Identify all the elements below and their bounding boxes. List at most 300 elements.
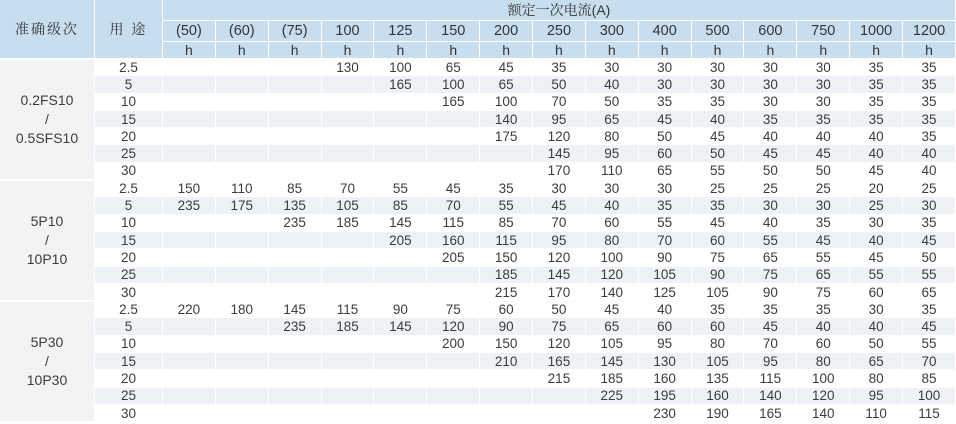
header-title-row xyxy=(0,0,956,21)
value-cell: 105 xyxy=(586,336,639,353)
value-cell xyxy=(480,388,533,405)
value-cell: 45 xyxy=(692,215,745,232)
value-cell xyxy=(322,128,375,145)
value-cell: 65 xyxy=(850,353,903,370)
value-cell: 60 xyxy=(586,215,639,232)
value-cell: 75 xyxy=(427,301,480,318)
value-cell: 30 xyxy=(744,76,797,93)
value-cell: 95 xyxy=(533,111,586,128)
value-cell: 25 xyxy=(797,180,850,197)
value-cell: 45 xyxy=(850,163,903,180)
column-header: 150 xyxy=(427,21,480,42)
value-cell: 215 xyxy=(480,284,533,301)
value-cell: 35 xyxy=(850,76,903,93)
value-cell: 60 xyxy=(692,232,745,249)
value-cell: 205 xyxy=(374,232,427,249)
value-cell: 30 xyxy=(850,301,903,318)
value-cell xyxy=(163,215,216,232)
table-row xyxy=(0,267,956,284)
value-cell xyxy=(322,249,375,266)
table-row xyxy=(0,388,956,405)
value-cell xyxy=(322,163,375,180)
value-cell: 40 xyxy=(850,128,903,145)
value-cell: 130 xyxy=(639,353,692,370)
value-cell xyxy=(269,370,322,387)
value-cell xyxy=(216,163,269,180)
column-header: 750 xyxy=(797,21,850,42)
value-cell: 30 xyxy=(903,197,956,214)
value-cell: 55 xyxy=(850,267,903,284)
value-cell: 165 xyxy=(533,353,586,370)
value-cell: 145 xyxy=(533,267,586,284)
value-cell: 160 xyxy=(427,232,480,249)
value-cell: 100 xyxy=(374,59,427,76)
value-cell: 45 xyxy=(586,301,639,318)
value-cell xyxy=(163,111,216,128)
column-header: (75) xyxy=(269,21,322,42)
value-cell: 65 xyxy=(480,76,533,93)
value-cell xyxy=(427,163,480,180)
value-cell: 80 xyxy=(586,232,639,249)
value-cell: 35 xyxy=(850,94,903,111)
value-cell: 20 xyxy=(850,180,903,197)
value-cell: 80 xyxy=(797,353,850,370)
value-cell xyxy=(269,145,322,162)
value-cell xyxy=(374,336,427,353)
accuracy-class-line: 5P30 xyxy=(30,334,64,351)
table-row xyxy=(0,249,956,266)
usage-cell: 25 xyxy=(95,388,163,405)
value-cell: 85 xyxy=(374,197,427,214)
column-subheader: h xyxy=(269,42,322,59)
value-cell: 45 xyxy=(903,232,956,249)
column-header: 1200 xyxy=(903,21,956,42)
usage-cell: 25 xyxy=(95,145,163,162)
value-cell: 35 xyxy=(639,94,692,111)
value-cell: 85 xyxy=(480,215,533,232)
value-cell: 185 xyxy=(480,267,533,284)
table-row xyxy=(0,145,956,162)
column-header: 400 xyxy=(639,21,692,42)
usage-cell: 15 xyxy=(95,111,163,128)
value-cell xyxy=(322,145,375,162)
value-cell xyxy=(163,163,216,180)
value-cell: 100 xyxy=(427,76,480,93)
table-row xyxy=(0,318,956,335)
value-cell: 115 xyxy=(744,370,797,387)
value-cell: 30 xyxy=(586,59,639,76)
value-cell: 220 xyxy=(163,301,216,318)
value-cell: 35 xyxy=(903,94,956,111)
usage-cell: 5 xyxy=(95,76,163,93)
value-cell: 215 xyxy=(533,370,586,387)
value-cell: 65 xyxy=(586,111,639,128)
value-cell: 95 xyxy=(850,388,903,405)
value-cell: 70 xyxy=(744,336,797,353)
value-cell: 35 xyxy=(744,301,797,318)
value-cell: 165 xyxy=(374,76,427,93)
value-cell: 40 xyxy=(903,163,956,180)
usage-cell: 15 xyxy=(95,232,163,249)
value-cell: 120 xyxy=(586,267,639,284)
value-cell: 205 xyxy=(427,249,480,266)
column-subheader: h xyxy=(427,42,480,59)
column-subheader: h xyxy=(850,42,903,59)
usage-cell: 10 xyxy=(95,336,163,353)
value-cell xyxy=(269,163,322,180)
value-cell: 115 xyxy=(480,232,533,249)
value-cell: 35 xyxy=(850,59,903,76)
value-cell: 45 xyxy=(797,145,850,162)
value-cell: 225 xyxy=(586,388,639,405)
value-cell: 35 xyxy=(903,128,956,145)
value-cell: 45 xyxy=(480,59,533,76)
value-cell: 40 xyxy=(797,318,850,335)
value-cell: 90 xyxy=(639,249,692,266)
accuracy-class-line: 10P30 xyxy=(26,372,68,389)
value-cell xyxy=(216,336,269,353)
column-header: 100 xyxy=(322,21,375,42)
value-cell: 145 xyxy=(533,145,586,162)
value-cell: 130 xyxy=(322,59,375,76)
value-cell: 25 xyxy=(850,197,903,214)
value-cell: 30 xyxy=(744,94,797,111)
value-cell: 30 xyxy=(533,180,586,197)
value-cell: 135 xyxy=(269,197,322,214)
usage-cell: 15 xyxy=(95,353,163,370)
value-cell: 140 xyxy=(744,388,797,405)
value-cell xyxy=(480,370,533,387)
column-header: (50) xyxy=(163,21,216,42)
accuracy-class-cell xyxy=(0,59,95,180)
value-cell: 40 xyxy=(692,111,745,128)
value-cell xyxy=(480,145,533,162)
value-cell: 140 xyxy=(797,405,850,422)
value-cell: 55 xyxy=(903,336,956,353)
value-cell: 115 xyxy=(903,405,956,422)
value-cell: 150 xyxy=(480,336,533,353)
value-cell xyxy=(427,388,480,405)
value-cell xyxy=(269,388,322,405)
value-cell: 165 xyxy=(744,405,797,422)
value-cell xyxy=(427,284,480,301)
value-cell xyxy=(163,370,216,387)
value-cell xyxy=(216,145,269,162)
value-cell xyxy=(269,128,322,145)
value-cell: 100 xyxy=(903,388,956,405)
value-cell: 55 xyxy=(744,232,797,249)
value-cell xyxy=(480,405,533,422)
value-cell: 35 xyxy=(903,111,956,128)
value-cell: 30 xyxy=(850,215,903,232)
value-cell: 95 xyxy=(744,353,797,370)
value-cell: 30 xyxy=(639,59,692,76)
usage-cell: 20 xyxy=(95,370,163,387)
value-cell: 120 xyxy=(533,249,586,266)
value-cell: 210 xyxy=(480,353,533,370)
usage-header: 用 途 xyxy=(95,0,163,59)
column-header: 600 xyxy=(744,21,797,42)
value-cell: 90 xyxy=(744,284,797,301)
value-cell: 70 xyxy=(533,94,586,111)
value-cell: 110 xyxy=(586,163,639,180)
value-cell: 55 xyxy=(639,215,692,232)
value-cell: 30 xyxy=(797,94,850,111)
value-cell: 75 xyxy=(692,249,745,266)
accuracy-class-header: 准确级次 xyxy=(0,0,95,59)
value-cell: 55 xyxy=(480,197,533,214)
column-subheader: h xyxy=(374,42,427,59)
value-cell: 165 xyxy=(427,94,480,111)
value-cell: 90 xyxy=(692,267,745,284)
value-cell xyxy=(163,128,216,145)
value-cell xyxy=(322,94,375,111)
value-cell xyxy=(216,318,269,335)
value-cell: 80 xyxy=(850,370,903,387)
value-cell: 145 xyxy=(374,318,427,335)
value-cell: 25 xyxy=(903,180,956,197)
value-cell xyxy=(163,353,216,370)
value-cell xyxy=(163,145,216,162)
table-row xyxy=(0,76,956,93)
usage-cell: 20 xyxy=(95,249,163,266)
value-cell xyxy=(374,111,427,128)
value-cell: 50 xyxy=(533,76,586,93)
value-cell: 80 xyxy=(586,128,639,145)
value-cell xyxy=(269,232,322,249)
value-cell: 40 xyxy=(850,145,903,162)
column-subheader: h xyxy=(744,42,797,59)
table-header xyxy=(0,0,956,59)
value-cell: 45 xyxy=(427,180,480,197)
value-cell: 55 xyxy=(903,267,956,284)
value-cell: 30 xyxy=(744,59,797,76)
value-cell: 30 xyxy=(797,59,850,76)
value-cell: 65 xyxy=(427,59,480,76)
value-cell: 35 xyxy=(797,301,850,318)
value-cell: 175 xyxy=(480,128,533,145)
value-cell: 45 xyxy=(533,197,586,214)
value-cell: 145 xyxy=(586,353,639,370)
value-cell: 60 xyxy=(850,284,903,301)
value-cell xyxy=(322,388,375,405)
value-cell: 65 xyxy=(797,267,850,284)
value-cell xyxy=(533,388,586,405)
value-cell: 140 xyxy=(480,111,533,128)
table-row xyxy=(0,301,956,318)
value-cell xyxy=(163,249,216,266)
value-cell: 50 xyxy=(797,163,850,180)
value-cell: 30 xyxy=(586,180,639,197)
value-cell: 95 xyxy=(586,145,639,162)
value-cell: 175 xyxy=(216,197,269,214)
column-subheader: h xyxy=(322,42,375,59)
value-cell: 90 xyxy=(480,318,533,335)
table-row xyxy=(0,111,956,128)
value-cell: 70 xyxy=(639,232,692,249)
value-cell: 235 xyxy=(163,197,216,214)
value-cell: 35 xyxy=(692,94,745,111)
value-cell: 30 xyxy=(692,59,745,76)
value-cell: 160 xyxy=(692,388,745,405)
value-cell xyxy=(374,284,427,301)
value-cell xyxy=(269,59,322,76)
accuracy-class-line: 10P10 xyxy=(26,251,68,268)
value-cell: 65 xyxy=(639,163,692,180)
value-cell: 150 xyxy=(480,249,533,266)
value-cell xyxy=(322,405,375,422)
value-cell xyxy=(216,405,269,422)
table-row xyxy=(0,370,956,387)
value-cell: 170 xyxy=(533,284,586,301)
value-cell: 40 xyxy=(586,76,639,93)
value-cell xyxy=(374,267,427,284)
value-cell: 40 xyxy=(744,128,797,145)
value-cell: 55 xyxy=(692,163,745,180)
value-cell xyxy=(586,405,639,422)
value-cell: 40 xyxy=(903,145,956,162)
value-cell xyxy=(322,76,375,93)
value-cell xyxy=(216,388,269,405)
value-cell: 30 xyxy=(797,76,850,93)
value-cell: 45 xyxy=(850,249,903,266)
value-cell: 60 xyxy=(692,318,745,335)
usage-cell: 30 xyxy=(95,284,163,301)
value-cell: 45 xyxy=(692,128,745,145)
value-cell xyxy=(163,318,216,335)
value-cell xyxy=(374,370,427,387)
value-cell: 45 xyxy=(744,145,797,162)
value-cell: 110 xyxy=(216,180,269,197)
value-cell: 35 xyxy=(692,197,745,214)
value-cell: 60 xyxy=(639,145,692,162)
value-cell xyxy=(163,232,216,249)
value-cell: 50 xyxy=(744,163,797,180)
value-cell: 30 xyxy=(639,76,692,93)
column-subheader: h xyxy=(216,42,269,59)
value-cell: 105 xyxy=(639,267,692,284)
value-cell: 50 xyxy=(533,301,586,318)
value-cell: 70 xyxy=(903,353,956,370)
value-cell xyxy=(269,249,322,266)
value-cell: 50 xyxy=(586,94,639,111)
value-cell: 85 xyxy=(269,180,322,197)
value-cell xyxy=(216,353,269,370)
value-cell xyxy=(322,111,375,128)
value-cell: 35 xyxy=(480,180,533,197)
value-cell: 75 xyxy=(744,267,797,284)
value-cell xyxy=(322,370,375,387)
value-cell: 60 xyxy=(480,301,533,318)
table-row xyxy=(0,336,956,353)
value-cell: 65 xyxy=(744,249,797,266)
value-cell: 105 xyxy=(322,197,375,214)
value-cell: 115 xyxy=(427,215,480,232)
value-cell xyxy=(163,76,216,93)
value-cell xyxy=(374,145,427,162)
value-cell: 35 xyxy=(639,197,692,214)
value-cell: 30 xyxy=(797,197,850,214)
value-cell xyxy=(374,128,427,145)
value-cell: 40 xyxy=(639,301,692,318)
value-cell: 55 xyxy=(797,249,850,266)
accuracy-class-cell xyxy=(0,180,95,301)
value-cell: 35 xyxy=(797,111,850,128)
accuracy-class-line: / xyxy=(45,111,49,128)
value-cell: 40 xyxy=(850,232,903,249)
usage-cell: 5 xyxy=(95,197,163,214)
value-cell: 85 xyxy=(903,370,956,387)
value-cell xyxy=(374,94,427,111)
value-cell: 185 xyxy=(322,215,375,232)
value-cell xyxy=(427,267,480,284)
table-row xyxy=(0,284,956,301)
value-cell: 60 xyxy=(639,318,692,335)
value-cell xyxy=(163,267,216,284)
value-cell: 30 xyxy=(692,76,745,93)
value-cell: 100 xyxy=(586,249,639,266)
accuracy-class-line: 5P10 xyxy=(30,213,64,230)
table-row xyxy=(0,94,956,111)
value-cell xyxy=(216,215,269,232)
value-cell: 40 xyxy=(586,197,639,214)
value-cell: 145 xyxy=(269,301,322,318)
column-subheader: h xyxy=(639,42,692,59)
value-cell: 35 xyxy=(903,301,956,318)
value-cell: 95 xyxy=(533,232,586,249)
usage-cell: 30 xyxy=(95,163,163,180)
value-cell: 45 xyxy=(744,318,797,335)
value-cell: 35 xyxy=(692,301,745,318)
value-cell xyxy=(163,94,216,111)
value-cell: 120 xyxy=(427,318,480,335)
usage-cell: 10 xyxy=(95,94,163,111)
column-subheader: h xyxy=(480,42,533,59)
value-cell xyxy=(163,388,216,405)
value-cell: 50 xyxy=(639,128,692,145)
value-cell: 65 xyxy=(586,318,639,335)
value-cell: 30 xyxy=(639,180,692,197)
value-cell: 70 xyxy=(533,215,586,232)
table-row xyxy=(0,353,956,370)
table-row xyxy=(0,215,956,232)
value-cell xyxy=(427,111,480,128)
value-cell: 35 xyxy=(903,215,956,232)
value-cell xyxy=(322,267,375,284)
value-cell: 230 xyxy=(639,405,692,422)
value-cell xyxy=(322,284,375,301)
value-cell xyxy=(533,405,586,422)
usage-cell: 20 xyxy=(95,128,163,145)
accuracy-class-line: / xyxy=(45,353,49,370)
value-cell: 110 xyxy=(850,405,903,422)
table-row xyxy=(0,163,956,180)
column-header: 250 xyxy=(533,21,586,42)
column-subheader: h xyxy=(163,42,216,59)
value-cell: 100 xyxy=(480,94,533,111)
value-cell xyxy=(216,59,269,76)
value-cell: 25 xyxy=(692,180,745,197)
value-cell: 40 xyxy=(797,128,850,145)
usage-cell: 5 xyxy=(95,318,163,335)
value-cell: 30 xyxy=(744,197,797,214)
value-cell xyxy=(374,249,427,266)
column-subheader: h xyxy=(797,42,850,59)
value-cell: 70 xyxy=(427,197,480,214)
value-cell: 180 xyxy=(216,301,269,318)
column-subheader: h xyxy=(533,42,586,59)
value-cell: 50 xyxy=(850,336,903,353)
